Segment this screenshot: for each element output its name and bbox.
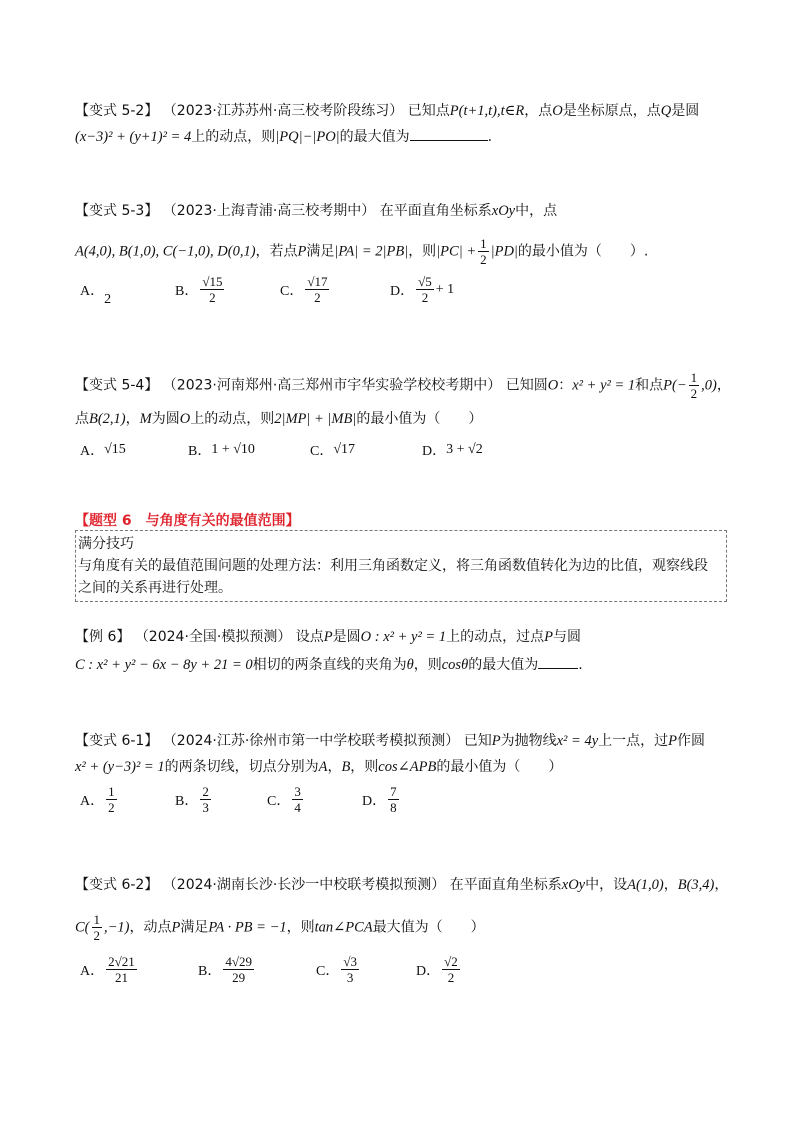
problem-source: （2024·江苏·徐州市第一中学校联考模拟预测）: [162, 733, 460, 749]
option-d[interactable]: [362, 784, 401, 815]
option-label: A．: [80, 793, 105, 809]
text: 相切的两条直线的夹角为: [252, 657, 407, 673]
option-label: A．: [80, 963, 105, 979]
math: P(t+1,t),t∈R: [449, 103, 525, 119]
numerator: √5: [418, 274, 432, 289]
math: O : x² + y² = 1: [360, 629, 447, 645]
math: A: [318, 759, 328, 775]
text: 是坐标原点，点: [562, 103, 661, 119]
text: 的最小值为（ ）: [356, 411, 483, 427]
tips-line: 之间的关系再进行处理。: [78, 580, 232, 596]
text: 的最小值为（ ）.: [517, 243, 649, 260]
option-label: C．: [316, 963, 340, 979]
text: 是圆: [671, 103, 700, 119]
text: 已知: [463, 733, 492, 749]
text: 已知圆: [505, 377, 548, 394]
fraction: [305, 274, 329, 305]
problem-6-2-line2: [75, 912, 485, 943]
text: 满足: [180, 919, 209, 936]
denominator: 2: [209, 290, 216, 305]
denominator: 29: [232, 970, 246, 985]
math: P: [323, 629, 333, 645]
text: 上的动点，则: [191, 129, 276, 145]
math: (x−3)² + (y+1)² = 4: [75, 129, 192, 145]
math: |PA| = 2|PB|: [334, 243, 409, 260]
option-a[interactable]: [80, 784, 175, 815]
text: 在平面直角坐标系: [449, 877, 562, 893]
option-c[interactable]: [316, 954, 416, 985]
numerator: 2√21: [108, 954, 135, 969]
option-b[interactable]: [175, 784, 267, 815]
problem-label: 【变式 6-2】: [75, 877, 159, 893]
option-c[interactable]: [267, 784, 362, 815]
option-label: B．: [198, 963, 222, 979]
text: 的最大值为: [339, 129, 410, 145]
option-label: C．: [267, 793, 291, 809]
problem-5-4-line2: [75, 408, 482, 430]
fraction: [388, 784, 399, 815]
denominator: 4: [294, 800, 301, 815]
options-6-1: [80, 784, 401, 815]
option-label: B．: [175, 793, 199, 809]
math: O: [547, 377, 559, 394]
text: ：: [558, 377, 573, 394]
option-label: A．: [80, 283, 105, 299]
text: ，: [327, 759, 342, 775]
option-b[interactable]: [175, 274, 280, 305]
option-a[interactable]: [80, 280, 175, 307]
text: 已知点: [407, 103, 450, 119]
text: 上的动点，则: [190, 411, 275, 427]
text: 点: [75, 411, 89, 427]
math: B(3,4): [677, 877, 715, 893]
problem-source: （2024·湖南长沙·长沙一中校联考模拟预测）: [162, 877, 446, 893]
option-value: 1 + √10: [211, 442, 255, 457]
math: xOy: [561, 877, 586, 893]
problem-label: 【例 6】: [75, 629, 131, 645]
numerator: 7: [390, 784, 397, 799]
text: 是圆: [332, 629, 361, 645]
denominator: 2: [314, 290, 321, 305]
option-label: B．: [175, 283, 199, 299]
math: x² = 4y: [556, 733, 599, 749]
numerator: √17: [307, 274, 328, 289]
option-value: √17: [333, 442, 356, 457]
math: M: [139, 411, 152, 427]
option-b[interactable]: [198, 954, 316, 985]
text: 上一点，过: [598, 733, 669, 749]
text: 的最小值为（ ）: [436, 759, 563, 775]
text: ，则: [413, 657, 442, 673]
answer-blank[interactable]: [410, 126, 488, 141]
option-c[interactable]: [280, 274, 390, 305]
problem-5-2-line1: [75, 100, 699, 122]
fraction: [416, 274, 434, 305]
math: xOy: [491, 203, 516, 219]
option-label: C．: [280, 283, 304, 299]
text: 在平面直角坐标系: [379, 203, 492, 219]
problem-source: （2023·河南郑州·高三郑州市宇华实验学校校考期中）: [162, 377, 502, 394]
tips-title: 满分技巧: [78, 536, 134, 552]
text: ，则: [350, 759, 379, 775]
math: x² + y² = 1: [572, 377, 636, 394]
denominator: 2: [93, 928, 100, 943]
text: 满足: [306, 243, 335, 260]
option-value: 3 + √2: [446, 442, 483, 457]
denominator: 2: [108, 800, 115, 815]
problem-5-3-line2: [75, 236, 648, 267]
math: P: [171, 919, 181, 936]
math: P: [544, 629, 553, 645]
options-6-2: [80, 954, 462, 985]
math: P: [491, 733, 501, 749]
denominator: 2: [421, 290, 429, 305]
text: 中，点: [515, 203, 558, 219]
math: O: [552, 103, 563, 119]
math: |PD|: [490, 243, 518, 260]
math: θ: [406, 657, 414, 673]
numerator: √15: [202, 274, 223, 289]
section-title: 【题型 6 与角度有关的最值范围】: [75, 513, 300, 529]
text: 设点: [295, 629, 324, 645]
fraction: [92, 912, 103, 943]
math: cos∠APB: [378, 759, 437, 775]
problem-source: （2024·全国·模拟预测）: [134, 629, 292, 645]
math: P(−: [663, 377, 687, 394]
math: A(4,0), B(1,0), C(−1,0), D(0,1): [75, 243, 256, 260]
option-label: D．: [416, 963, 441, 979]
math: C : x² + y² − 6x − 8y + 21 = 0: [75, 657, 253, 673]
problem-5-2-line2: [75, 126, 492, 148]
numerator: √2: [444, 954, 458, 969]
problem-label: 【变式 6-1】: [75, 733, 159, 749]
option-label: A．: [80, 444, 105, 459]
problem-5-3-line1: [75, 200, 557, 222]
text: .: [578, 657, 583, 673]
problem-source: （2023·上海青浦·高三校考期中）: [162, 203, 376, 219]
text: .: [487, 129, 493, 145]
text: 作圆: [677, 733, 705, 749]
text: ，若点: [255, 243, 298, 260]
math: |PC| +: [436, 243, 477, 260]
text: 为圆: [151, 411, 180, 427]
math: B: [341, 759, 351, 775]
denominator: 8: [390, 800, 397, 815]
numerator: 4√29: [225, 954, 252, 969]
fraction: [200, 784, 211, 815]
problem-6-2-line1: [75, 874, 728, 896]
math: tan∠PCA: [314, 919, 373, 936]
option-b[interactable]: [188, 440, 310, 460]
option-tail: + 1: [435, 281, 455, 297]
math: A(1,0): [627, 877, 664, 893]
math: O: [179, 411, 191, 427]
math: ,0): [701, 377, 717, 394]
denominator: 2: [480, 252, 487, 267]
denominator: 2: [690, 386, 698, 401]
problem-5-4-line1: [75, 370, 731, 401]
text: ，点: [524, 103, 553, 119]
option-c[interactable]: [310, 440, 422, 460]
option-d[interactable]: [416, 954, 462, 985]
text: 中，设: [585, 877, 628, 893]
options-5-4: [80, 440, 483, 460]
option-label: D．: [390, 283, 415, 299]
answer-blank[interactable]: [538, 654, 578, 669]
text: 最大值为（ ）: [372, 919, 485, 936]
text: 的最大值为: [468, 657, 539, 673]
example-6-line2: [75, 654, 583, 676]
text: ，: [714, 877, 729, 893]
math: P: [668, 733, 677, 749]
text: ，: [125, 411, 140, 427]
numerator: 3: [294, 784, 301, 799]
denominator: 21: [114, 970, 128, 985]
math: C(: [75, 919, 90, 936]
option-a[interactable]: [80, 954, 198, 985]
math: B(2,1): [89, 411, 126, 427]
problem-6-1-line2: [75, 756, 562, 778]
math: |PQ|−|PO|: [275, 129, 340, 145]
example-6-line1: [75, 626, 581, 648]
text: ，: [716, 377, 731, 394]
fraction: [200, 274, 224, 305]
numerator: 2: [202, 784, 209, 799]
numerator: 1: [108, 784, 115, 799]
problem-label: 【变式 5-3】: [75, 203, 159, 219]
math: ,−1): [104, 919, 130, 936]
fraction: [223, 954, 254, 985]
text: ，则: [408, 243, 437, 260]
denominator: 3: [346, 970, 354, 985]
problem-label: 【变式 5-2】: [75, 103, 159, 119]
text: ，则: [286, 919, 315, 936]
option-a[interactable]: [80, 440, 188, 460]
math: P: [297, 243, 307, 260]
fraction: [106, 784, 117, 815]
option-value: 2: [104, 291, 112, 307]
option-label: D．: [422, 444, 447, 459]
math: x² + (y−3)² = 1: [75, 759, 165, 775]
options-5-3: [80, 274, 454, 305]
text: 上的动点，过点: [446, 629, 545, 645]
option-label: B．: [188, 444, 212, 459]
fraction: [689, 370, 700, 401]
text: 为抛物线: [500, 733, 557, 749]
text: ，动点: [129, 919, 172, 936]
numerator: 1: [690, 370, 698, 385]
numerator: 1: [480, 236, 487, 251]
option-value: √15: [104, 442, 126, 457]
problem-source: （2023·江苏苏州·高三校考阶段练习）: [162, 103, 404, 119]
math: 2|MP| + |MB|: [274, 411, 357, 427]
tips-box: [75, 530, 727, 602]
text: 与圆: [552, 629, 581, 645]
numerator: 1: [93, 912, 100, 927]
numerator: √3: [343, 954, 357, 969]
fraction: [442, 954, 460, 985]
text: 的两条切线，切点分别为: [164, 759, 319, 775]
problem-6-1-line1: [75, 730, 705, 752]
denominator: 3: [202, 800, 209, 815]
denominator: 2: [447, 970, 455, 985]
math: cosθ: [441, 657, 469, 673]
math: Q: [660, 103, 672, 119]
fraction: [478, 236, 489, 267]
option-label: C．: [310, 444, 334, 459]
fraction: [341, 954, 359, 985]
option-d[interactable]: [422, 440, 483, 460]
option-label: D．: [362, 793, 387, 809]
text: ，: [663, 877, 678, 893]
problem-label: 【变式 5-4】: [75, 377, 159, 394]
text: 和点: [635, 377, 664, 394]
option-d[interactable]: [390, 274, 454, 305]
tips-line: 与角度有关的最值范围问题的处理方法：利用三角函数定义，将三角函数值转化为边的比值，观察线段: [78, 558, 708, 574]
math: PA · PB = −1: [208, 919, 287, 936]
fraction: [106, 954, 137, 985]
fraction: [292, 784, 303, 815]
